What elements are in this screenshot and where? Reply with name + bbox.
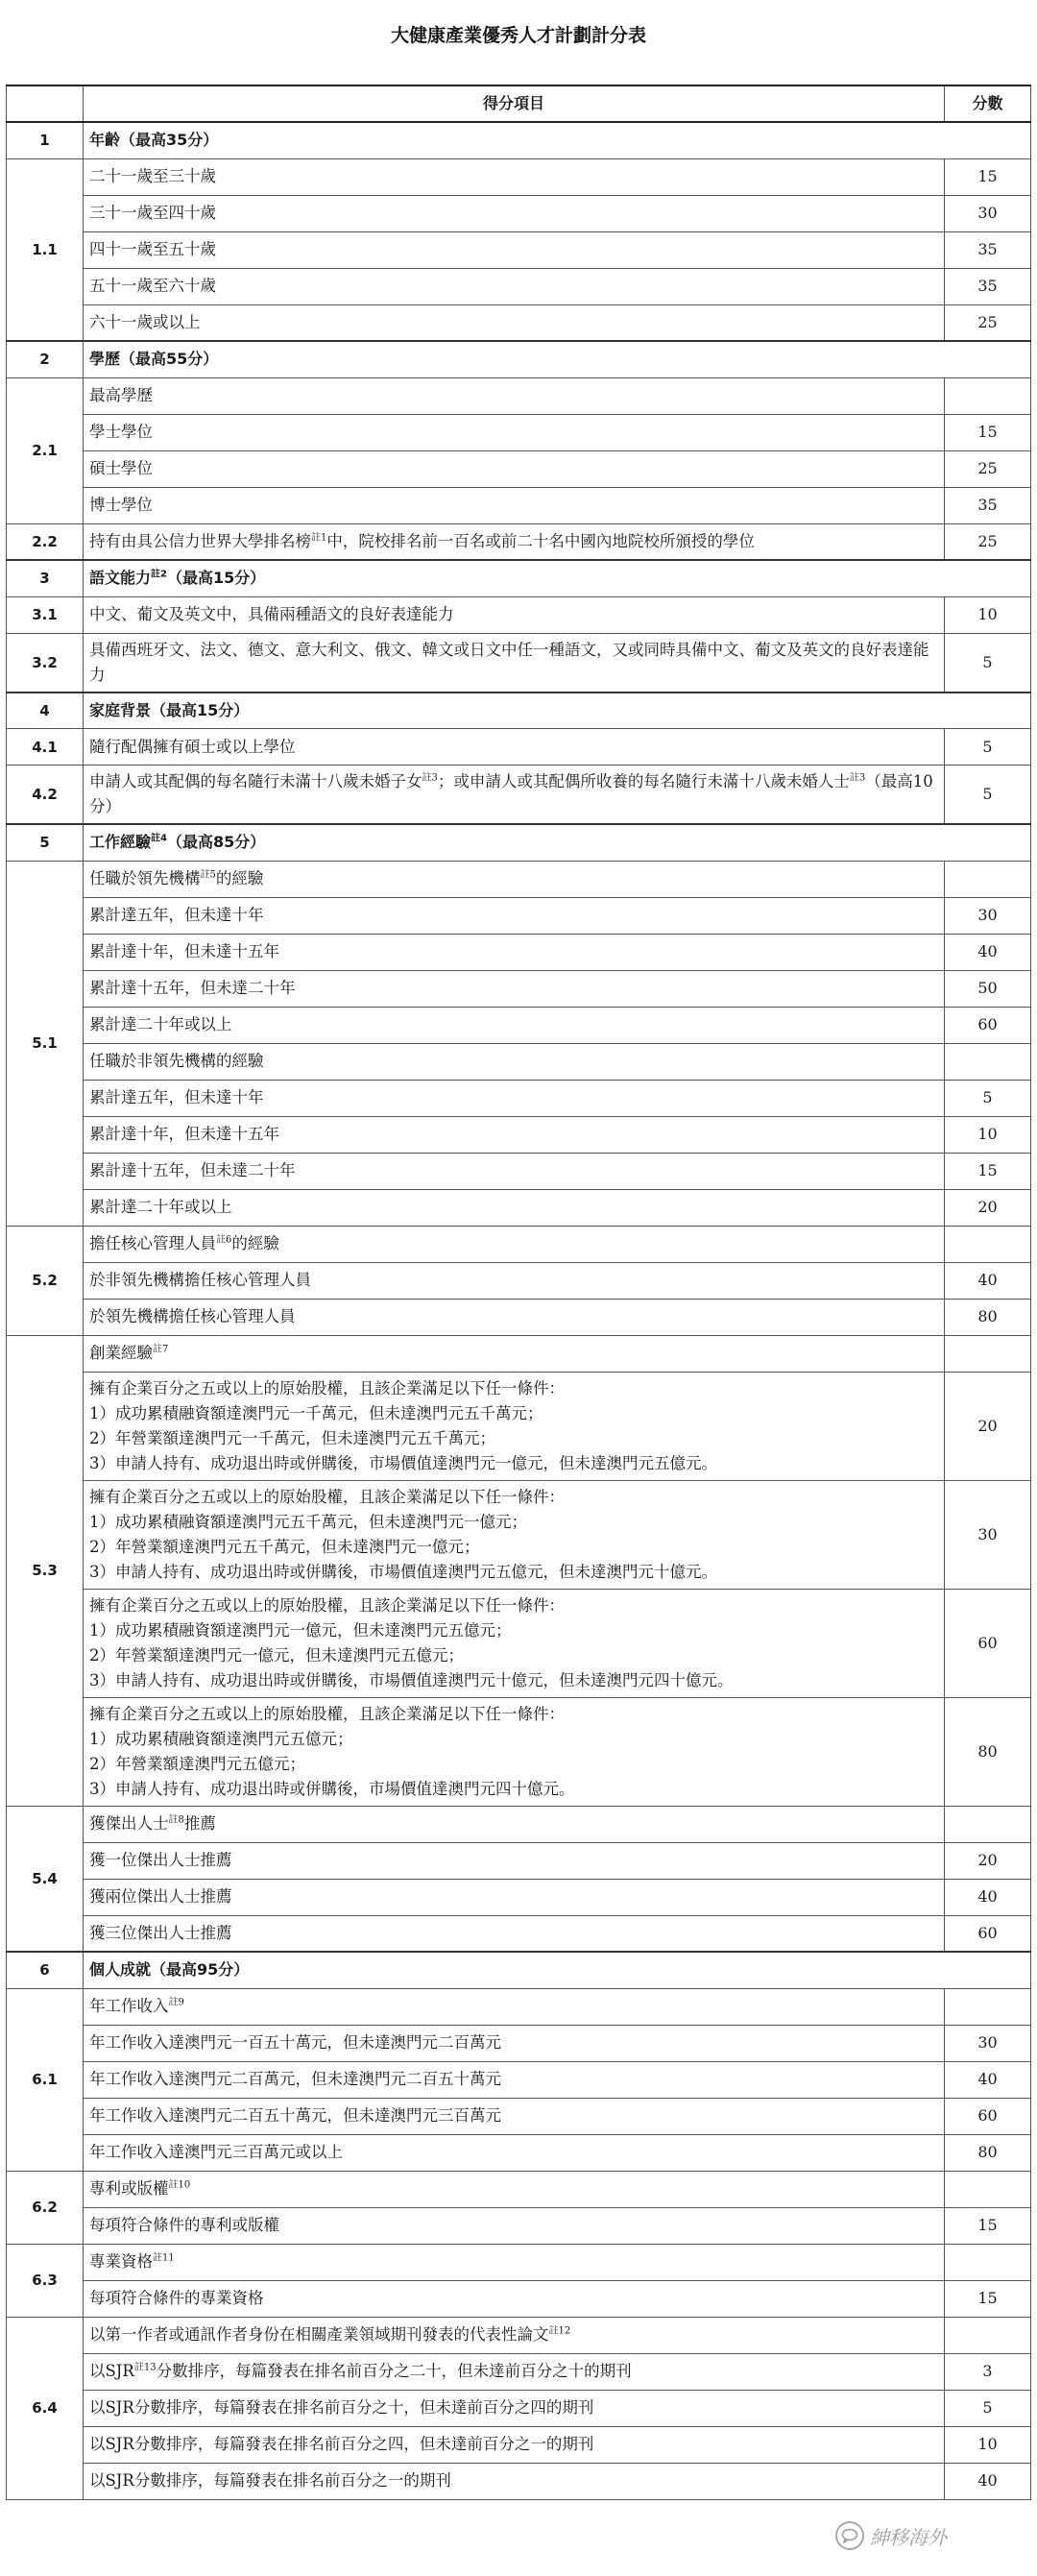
item-label: 以第一作者或通訊作者身份在相關產業領域期刊發表的代表性論文	[89, 2325, 549, 2344]
item-label: 擔任核心管理人員	[89, 1234, 216, 1252]
item-score	[945, 1226, 1031, 1262]
item-cell	[84, 934, 945, 970]
item-cell	[84, 2353, 945, 2390]
item-label-cont: （最高85分）	[166, 833, 266, 852]
section-title	[84, 560, 1031, 596]
table-row	[7, 1080, 1031, 1116]
table-row	[7, 1189, 1031, 1226]
item-number: 3.1	[7, 596, 84, 633]
table-row	[7, 1299, 1031, 1335]
chat-bubble-icon	[835, 2521, 864, 2550]
item-label: 具備西班牙文、法文、德文、意大利文、俄文、韓文或日文中任一種語文，又或同時具備中文、葡文及英文的良好表達能力	[89, 640, 929, 684]
section-number: 2	[7, 341, 84, 377]
score-table	[6, 85, 1031, 2500]
footnote-ref: 註9	[168, 1997, 184, 2008]
item-label: 個人成就（最高95分）	[89, 1960, 250, 1980]
condition-line: 1）成功累積融資額達澳門元一千萬元，但未達澳門元五千萬元；	[89, 1403, 543, 1422]
item-score	[945, 1806, 1031, 1842]
item-label: 中文、葡文及英文中，具備兩種語文的良好表達能力	[89, 605, 454, 623]
item-label: 以SJR	[89, 2362, 134, 2380]
item-score: 80	[945, 1299, 1031, 1335]
item-label: 任職於領先機構	[89, 869, 201, 887]
item-score: 30	[945, 1480, 1031, 1589]
header-item: 得分項目	[84, 85, 945, 122]
table-row	[7, 2171, 1031, 2207]
item-label: 申請人或其配偶的每名隨行未滿十八歲未婚子女	[89, 772, 422, 790]
item-label: 家庭背景（最高15分）	[89, 700, 250, 719]
item-score	[945, 2317, 1031, 2353]
table-row	[7, 596, 1031, 633]
item-label: 於非領先機構擔任核心管理人員	[89, 1271, 311, 1289]
item-cell	[84, 1189, 945, 1226]
item-label: 獲傑出人士	[89, 1814, 169, 1833]
item-score: 15	[945, 158, 1031, 195]
item-cell	[84, 1806, 945, 1842]
condition-line: 3）申請人持有、成功退出時或併購後，市場價值達澳門元五億元，但未達澳門元十億元。	[89, 1562, 717, 1581]
item-score	[945, 2171, 1031, 2207]
condition-line: 擁有企業百分之五或以上的原始股權，且該企業滿足以下任一條件：	[89, 1378, 565, 1397]
table-row	[7, 231, 1031, 268]
item-label-cont: 中，院校排名前一百名或前二十名中國內地院校所頒授的學位	[326, 531, 755, 550]
item-cell	[84, 897, 945, 934]
section-number: 3	[7, 560, 84, 596]
item-cell	[84, 268, 945, 304]
item-cell	[84, 970, 945, 1007]
item-cell	[84, 1080, 945, 1116]
item-cell	[84, 1299, 945, 1335]
item-score: 30	[945, 2025, 1031, 2061]
condition-line: 2）年營業額達澳門元一億元，但未達澳門元五億元；	[89, 1645, 464, 1665]
watermark-text: 紳移海外	[870, 2525, 947, 2549]
table-row	[7, 1335, 1031, 1372]
table-row	[7, 1007, 1031, 1043]
item-label: 累計達二十年或以上	[89, 1015, 232, 1033]
item-label: 最高學歷	[89, 386, 153, 404]
item-score: 20	[945, 1842, 1031, 1879]
item-number: 6.3	[7, 2244, 84, 2317]
item-label-cont: 推薦	[183, 1814, 216, 1833]
footnote-ref: 註8	[168, 1814, 184, 1826]
table-row	[7, 2207, 1031, 2244]
item-cell	[84, 523, 945, 560]
item-score: 5	[945, 729, 1031, 766]
condition-line: 2）年營業額達澳門元五億元；	[89, 1754, 305, 1773]
table-row	[7, 523, 1031, 560]
item-label: 四十一歲至五十歲	[89, 240, 216, 258]
footnote-ref: 註13	[133, 2362, 157, 2373]
item-score: 15	[945, 1153, 1031, 1189]
header-score: 分數	[945, 85, 1031, 122]
table-row	[7, 1372, 1031, 1480]
item-score	[945, 377, 1031, 414]
item-label-cont: 的經驗	[231, 1234, 279, 1252]
watermark	[835, 2516, 1027, 2555]
item-score: 40	[945, 1262, 1031, 1299]
item-score	[945, 1988, 1031, 2025]
condition-block	[84, 1372, 945, 1480]
item-label: 創業經驗	[89, 1344, 153, 1362]
item-score	[945, 861, 1031, 897]
item-label: 工作經驗	[89, 833, 152, 852]
table-row	[7, 2098, 1031, 2134]
footnote-ref: 註10	[168, 2179, 191, 2191]
item-score: 40	[945, 2061, 1031, 2098]
item-cell	[84, 2317, 945, 2353]
item-cell	[84, 2280, 945, 2317]
table-row	[7, 1226, 1031, 1262]
footnote-ref: 註3	[849, 772, 866, 784]
table-row	[7, 2353, 1031, 2390]
item-label: 六十一歲或以上	[89, 312, 201, 331]
item-cell	[84, 766, 945, 825]
item-score: 60	[945, 1915, 1031, 1952]
item-cell	[84, 2134, 945, 2171]
item-label: 學歷（最高55分）	[89, 350, 219, 369]
condition-block	[84, 1589, 945, 1697]
footnote-ref: 註7	[153, 1344, 169, 1355]
item-label: 獲一位傑出人士推薦	[89, 1851, 232, 1869]
item-label: 以SJR分數排序，每篇發表在排名前百分之一的期刊	[89, 2471, 451, 2490]
item-cell	[84, 2061, 945, 2098]
item-label-cont: ；或申請人或其配偶所收養的每名隨行未滿十八歲未婚人士	[437, 772, 850, 790]
section-number: 4	[7, 693, 84, 729]
item-number: 6.1	[7, 1988, 84, 2171]
table-row	[7, 766, 1031, 825]
condition-line: 1）成功累積融資額達澳門元五億元；	[89, 1729, 353, 1748]
footnote-ref: 註2	[151, 569, 167, 580]
header-empty	[7, 85, 84, 122]
table-row	[7, 2426, 1031, 2463]
item-cell	[84, 2098, 945, 2134]
item-score: 40	[945, 1879, 1031, 1915]
item-score: 50	[945, 970, 1031, 1007]
item-label: 累計達五年，但未達十年	[89, 1088, 264, 1106]
condition-line: 擁有企業百分之五或以上的原始股權，且該企業滿足以下任一條件：	[89, 1704, 565, 1723]
item-number: 3.2	[7, 633, 84, 693]
table-row	[7, 1589, 1031, 1697]
table-row	[7, 1043, 1031, 1080]
item-score: 25	[945, 304, 1031, 341]
condition-block	[84, 1697, 945, 1806]
item-score	[945, 1335, 1031, 1372]
item-label-cont: 分數排序，每篇發表在排名前百分之二十，但未達前百分之十的期刊	[156, 2362, 632, 2380]
item-cell	[84, 1988, 945, 2025]
section-title	[84, 1952, 1031, 1988]
table-row	[7, 1116, 1031, 1153]
item-cell	[84, 2426, 945, 2463]
item-number: 5.4	[7, 1806, 84, 1952]
item-score: 25	[945, 523, 1031, 560]
item-cell	[84, 633, 945, 693]
item-score: 25	[945, 450, 1031, 487]
item-cell	[84, 1262, 945, 1299]
table-row	[7, 1697, 1031, 1806]
item-label: 累計達十五年，但未達二十年	[89, 979, 296, 997]
item-cell	[84, 304, 945, 341]
item-label-cont: （最高15分）	[166, 569, 266, 588]
table-row	[7, 450, 1031, 487]
table-row	[7, 2317, 1031, 2353]
footnote-ref: 註11	[153, 2252, 175, 2264]
item-label: 年工作收入達澳門元二百五十萬元，但未達澳門元三百萬元	[89, 2106, 501, 2125]
item-number: 5.1	[7, 861, 84, 1226]
item-number: 2.1	[7, 377, 84, 523]
item-number: 4.1	[7, 729, 84, 766]
item-cell	[84, 1007, 945, 1043]
table-row	[7, 1879, 1031, 1915]
item-cell	[84, 231, 945, 268]
item-score: 10	[945, 1116, 1031, 1153]
section-title	[84, 824, 1031, 861]
item-cell	[84, 1226, 945, 1262]
table-row	[7, 414, 1031, 450]
table-row	[7, 970, 1031, 1007]
item-score: 10	[945, 596, 1031, 633]
table-row	[7, 268, 1031, 304]
item-label: 獲三位傑出人士推薦	[89, 1923, 232, 1942]
section-title	[84, 122, 1031, 158]
item-cell	[84, 1842, 945, 1879]
item-cell	[84, 2207, 945, 2244]
item-score: 40	[945, 2463, 1031, 2499]
item-cell	[84, 596, 945, 633]
item-score: 20	[945, 1372, 1031, 1480]
item-cell	[84, 1915, 945, 1952]
item-label: 以SJR分數排序，每篇發表在排名前百分之十，但未達前百分之四的期刊	[89, 2398, 594, 2417]
footnote-ref: 註5	[200, 869, 216, 881]
item-label: 專利或版權	[89, 2179, 169, 2198]
section-number: 5	[7, 824, 84, 861]
item-label: 年工作收入達澳門元二百萬元，但未達澳門元二百五十萬元	[89, 2070, 501, 2088]
item-label: 累計達十年，但未達十五年	[89, 1125, 279, 1143]
item-label: 隨行配偶擁有碩士或以上學位	[89, 737, 296, 756]
table-row	[7, 2280, 1031, 2317]
item-cell	[84, 487, 945, 523]
item-label: 持有由具公信力世界大學排名榜	[89, 531, 311, 550]
table-row	[7, 1842, 1031, 1879]
item-score	[945, 2244, 1031, 2280]
table-row	[7, 487, 1031, 523]
table-row	[7, 304, 1031, 341]
table-row	[7, 1915, 1031, 1952]
item-score: 30	[945, 897, 1031, 934]
item-score: 40	[945, 934, 1031, 970]
item-score: 5	[945, 766, 1031, 825]
item-cell	[84, 2025, 945, 2061]
item-score: 10	[945, 2426, 1031, 2463]
item-label: 每項符合條件的專業資格	[89, 2289, 264, 2307]
condition-line: 1）成功累積融資額達澳門元一億元，但未達澳門元五億元；	[89, 1620, 512, 1640]
item-label: 三十一歲至四十歲	[89, 204, 216, 222]
section-row	[7, 341, 1031, 377]
table-row	[7, 2134, 1031, 2171]
item-cell	[84, 1043, 945, 1080]
item-number: 6.4	[7, 2317, 84, 2499]
section-row	[7, 824, 1031, 861]
table-row	[7, 195, 1031, 231]
item-cell	[84, 1153, 945, 1189]
section-row	[7, 122, 1031, 158]
item-score: 5	[945, 2390, 1031, 2426]
item-label: 年工作收入達澳門元三百萬元或以上	[89, 2143, 343, 2161]
table-row	[7, 2025, 1031, 2061]
footnote-ref: 註12	[548, 2325, 571, 2337]
item-number: 5.2	[7, 1226, 84, 1335]
item-cell	[84, 377, 945, 414]
item-label: 年齡（最高35分）	[89, 131, 219, 150]
item-label: 以SJR分數排序，每篇發表在排名前百分之四，但未達前百分之一的期刊	[89, 2435, 594, 2453]
item-score: 35	[945, 231, 1031, 268]
item-score: 5	[945, 1080, 1031, 1116]
item-cell	[84, 1335, 945, 1372]
item-score: 3	[945, 2353, 1031, 2390]
item-cell	[84, 414, 945, 450]
section-number: 6	[7, 1952, 84, 1988]
item-cell	[84, 861, 945, 897]
item-number: 1.1	[7, 158, 84, 341]
item-label: 獲兩位傑出人士推薦	[89, 1887, 232, 1906]
table-row	[7, 729, 1031, 766]
item-label: 累計達二十年或以上	[89, 1198, 232, 1216]
item-label: 累計達五年，但未達十年	[89, 906, 264, 924]
table-row	[7, 2390, 1031, 2426]
section-row	[7, 560, 1031, 596]
table-row	[7, 2061, 1031, 2098]
item-label: 五十一歲至六十歲	[89, 277, 216, 295]
page-title: 大健康產業優秀人才計劃計分表	[390, 25, 646, 46]
table-row	[7, 934, 1031, 970]
item-cell	[84, 1116, 945, 1153]
item-label: 年工作收入	[89, 1997, 169, 2015]
item-score: 60	[945, 1007, 1031, 1043]
footnote-ref: 註3	[422, 772, 438, 784]
item-label-cont: 的經驗	[215, 869, 264, 887]
item-cell	[84, 729, 945, 766]
section-row	[7, 1952, 1031, 1988]
condition-block	[84, 1480, 945, 1589]
item-score: 60	[945, 1589, 1031, 1697]
table-row	[7, 861, 1031, 897]
item-label: 每項符合條件的專利或版權	[89, 2216, 279, 2234]
item-score: 20	[945, 1189, 1031, 1226]
item-cell	[84, 450, 945, 487]
table-body	[7, 122, 1031, 2499]
item-cell	[84, 1879, 945, 1915]
item-number: 2.2	[7, 523, 84, 560]
table-row	[7, 897, 1031, 934]
table-row	[7, 2463, 1031, 2499]
table-row	[7, 633, 1031, 693]
item-label: 年工作收入達澳門元一百五十萬元，但未達澳門元二百萬元	[89, 2033, 501, 2052]
item-label: 二十一歲至三十歲	[89, 167, 216, 185]
section-title	[84, 341, 1031, 377]
item-cell	[84, 158, 945, 195]
item-cell	[84, 2244, 945, 2280]
table-row	[7, 158, 1031, 195]
table-row	[7, 2244, 1031, 2280]
table-header-row	[7, 85, 1031, 122]
item-score: 80	[945, 1697, 1031, 1806]
item-label: 累計達十年，但未達十五年	[89, 942, 279, 960]
item-label: 語文能力	[89, 569, 152, 588]
item-number: 4.2	[7, 766, 84, 825]
condition-line: 2）年營業額達澳門元一千萬元，但未達澳門元五千萬元；	[89, 1428, 495, 1447]
section-number: 1	[7, 122, 84, 158]
condition-line: 3）申請人持有、成功退出時或併購後，市場價值達澳門元四十億元。	[89, 1779, 575, 1798]
item-label: 任職於非領先機構的經驗	[89, 1052, 264, 1070]
item-cell	[84, 2171, 945, 2207]
item-label-cont: （最高10分）	[89, 772, 933, 815]
table-row	[7, 1988, 1031, 2025]
item-label: 專業資格	[89, 2252, 153, 2271]
item-cell	[84, 195, 945, 231]
table-row	[7, 377, 1031, 414]
item-score: 5	[945, 633, 1031, 693]
item-label: 博士學位	[89, 496, 153, 514]
section-row	[7, 693, 1031, 729]
item-score	[945, 1043, 1031, 1080]
section-title	[84, 693, 1031, 729]
table-row	[7, 1806, 1031, 1842]
table-row	[7, 1153, 1031, 1189]
item-label: 學士學位	[89, 423, 153, 441]
footnote-ref: 註1	[311, 532, 327, 544]
condition-line: 擁有企業百分之五或以上的原始股權，且該企業滿足以下任一條件：	[89, 1487, 565, 1506]
item-score: 15	[945, 2207, 1031, 2244]
condition-line: 擁有企業百分之五或以上的原始股權，且該企業滿足以下任一條件：	[89, 1595, 565, 1615]
item-label: 於領先機構擔任核心管理人員	[89, 1307, 296, 1325]
item-label: 累計達十五年，但未達二十年	[89, 1161, 296, 1179]
item-number: 5.3	[7, 1335, 84, 1806]
table-row	[7, 1262, 1031, 1299]
item-score: 30	[945, 195, 1031, 231]
item-label: 碩士學位	[89, 459, 153, 477]
condition-line: 3）申請人持有、成功退出時或併購後，市場價值達澳門元一億元，但未達澳門元五億元。	[89, 1453, 717, 1472]
item-score: 15	[945, 414, 1031, 450]
item-score: 35	[945, 487, 1031, 523]
item-number: 6.2	[7, 2171, 84, 2244]
condition-line: 1）成功累積融資額達澳門元五千萬元，但未達澳門元一億元；	[89, 1512, 527, 1531]
condition-line: 2）年營業額達澳門元五千萬元，但未達澳門元一億元；	[89, 1537, 480, 1556]
footnote-ref: 註4	[151, 833, 167, 844]
footnote-ref: 註6	[216, 1234, 232, 1246]
item-score: 60	[945, 2098, 1031, 2134]
table-row	[7, 1480, 1031, 1589]
item-score: 35	[945, 268, 1031, 304]
condition-line: 3）申請人持有、成功退出時或併購後，市場價值達澳門元十億元，但未達澳門元四十億元。	[89, 1670, 734, 1689]
item-cell	[84, 2463, 945, 2499]
item-score: 15	[945, 2280, 1031, 2317]
item-cell	[84, 2390, 945, 2426]
item-score: 80	[945, 2134, 1031, 2171]
